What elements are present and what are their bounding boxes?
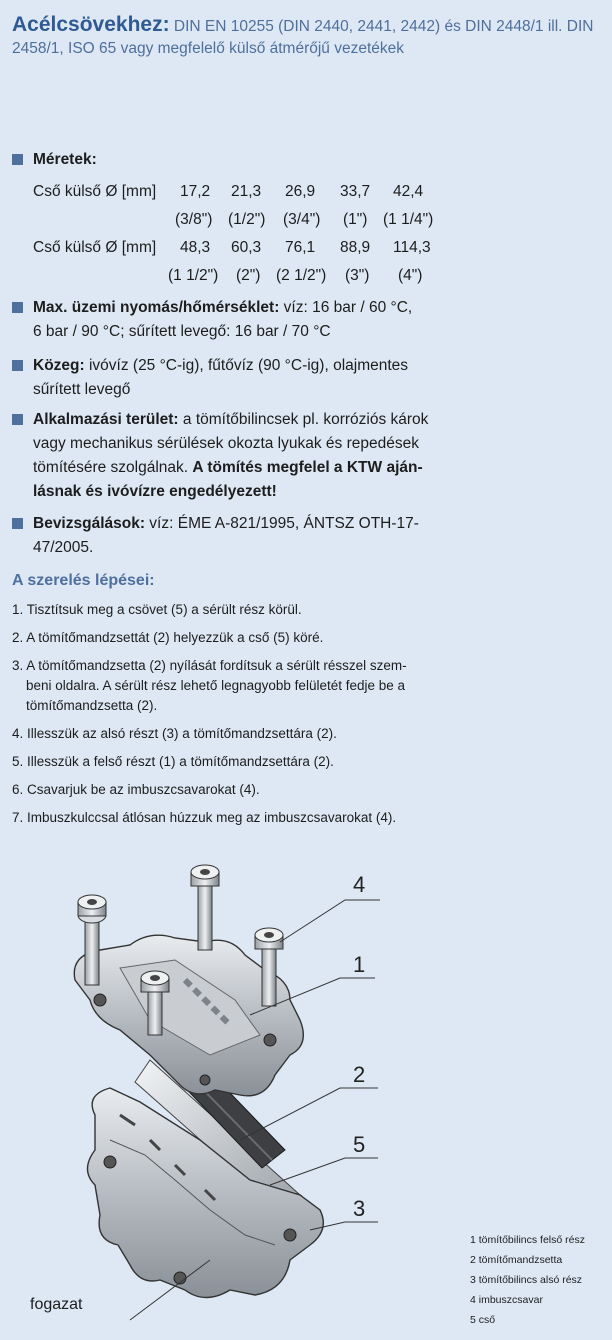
steps-list [12,600,602,836]
step-item: 2. A tömítőmandzsettát (2) helyezzük a cső (5) köré. [12,630,324,645]
tests-text: víz: ÉME A-821/1995, ÁNTSZ OTH-17- [145,515,419,532]
dimension-value: (1") [343,211,368,228]
step-item: 7. Imbuszkulccsal átlósan húzzuk meg az imbuszcsavarokat (4). [12,810,397,825]
application-bold-line: lásnak és ivóvízre engedélyezett! [33,483,277,500]
dimension-value: (1/2") [228,211,266,228]
title-rest: DIN EN 10255 (DIN 2440, 2441, 2442) és DIN 2448/1 ill. DIN 2458/1, ISO 65 vagy megfelelő külső átmérőjű vezetékek [12,18,594,57]
medium-text: ivóvíz (25 °C-ig), fűtővíz (90 °C-ig), olajmentes [84,357,409,374]
application-text-part: tömítésére szolgálnak. [33,459,193,476]
dimension-value: 114,3 [393,239,431,256]
callout-label: 1 [353,952,366,977]
step-item: 1. Tisztítsuk meg a csövet (5) a sérült rész körül. [12,602,302,617]
callout-label: 5 [353,1132,366,1157]
dimension-value: (2") [236,267,261,284]
medium-text-cont: sűrített levegő [33,381,131,398]
step-line: tömítőmandzsetta (2). [26,698,158,713]
bullet-square-icon [12,154,23,165]
medium-label: Közeg: [33,357,85,374]
bullet-square-icon [12,302,23,313]
bullet-square-icon [12,518,23,529]
fogazat-label: fogazat [30,1296,83,1313]
step-item [12,656,602,716]
page-title [12,14,602,60]
legend-item: 5 cső [470,1314,496,1326]
dimensions-heading [12,148,602,172]
callout-leader [270,1158,378,1185]
dimension-label: Cső külső Ø [mm] [33,183,157,200]
dimension-value: (1 1/4") [383,211,434,228]
application-text-line [12,456,602,480]
dimension-value: 42,4 [393,183,424,200]
pressure-text: víz: 16 bar / 60 °C, [279,299,413,316]
legend-item: 1 tömítőbilincs felső rész [470,1234,585,1246]
dimension-value: (4") [398,267,423,284]
dimensions-label: Méretek: [33,151,97,168]
bullet-square-icon [12,414,23,425]
dimension-value: (3") [345,267,370,284]
dimension-value: 60,3 [231,239,262,256]
dimension-value: (3/4") [283,211,321,228]
dimension-value: (2 1/2") [276,267,327,284]
dimension-label: Cső külső Ø [mm] [33,239,157,256]
callout-label: 4 [353,872,366,897]
application-text-line: vagy mechanikus sérülések okozta lyukak és repedések [33,435,419,452]
medium-spec [12,354,602,402]
application-label: Alkalmazási terület: [33,411,179,428]
steps-heading: A szerelés lépései: [12,572,155,589]
dimension-value: 76,1 [285,239,316,256]
dimension-value: 17,2 [180,183,211,200]
dimension-value: (3/8") [175,211,213,228]
dimension-value: 33,7 [340,183,371,200]
legend-item: 4 imbuszcsavar [470,1294,543,1306]
pressure-label: Max. üzemi nyomás/hőmérséklet: [33,299,280,316]
bullet-square-icon [12,360,23,371]
dimension-value: 21,3 [231,183,262,200]
title-bold: Acélcsövekhez: [12,13,170,36]
parts-legend [470,1230,585,1330]
step-line: 3. A tömítőmandzsetta (2) nyílását fordítsuk a sérült résszel szem- [12,658,407,673]
step-item: 5. Illesszük a felső részt (1) a tömítőmandzsettára (2). [12,754,334,769]
legend-item: 3 tömítőbilincs alsó rész [470,1274,583,1286]
dimension-value: 48,3 [180,239,211,256]
dimension-value: 88,9 [340,239,371,256]
step-line: beni oldalra. A sérült rész lehető legnagyobb felületét fedje be a [26,678,406,693]
tests-text-cont: 47/2005. [33,539,94,556]
application-text: a tömítőbilincsek pl. korróziós károk [178,411,429,428]
step-item: 6. Csavarjuk be az imbuszcsavarokat (4). [12,782,260,797]
callout-label: 3 [353,1196,366,1221]
dimension-value: 26,9 [285,183,316,200]
dimension-value: (1 1/2") [168,267,219,284]
step-item: 4. Illesszük az alsó részt (3) a tömítőmandzsettára (2). [12,726,337,741]
callout-label: 2 [353,1062,366,1087]
tests-spec [12,512,602,560]
application-bold: A tömítés megfelel a KTW aján- [192,459,423,476]
application-spec [12,408,602,504]
pressure-text-cont: 6 bar / 90 °C; sűrített levegő: 16 bar / 70 °C [33,323,331,340]
pressure-spec [12,296,602,344]
tests-label: Bevizsgálások: [33,515,145,532]
legend-item: 2 tömítőmandzsetta [470,1254,563,1266]
bolt-part [191,865,219,950]
callout-leader [280,900,380,942]
